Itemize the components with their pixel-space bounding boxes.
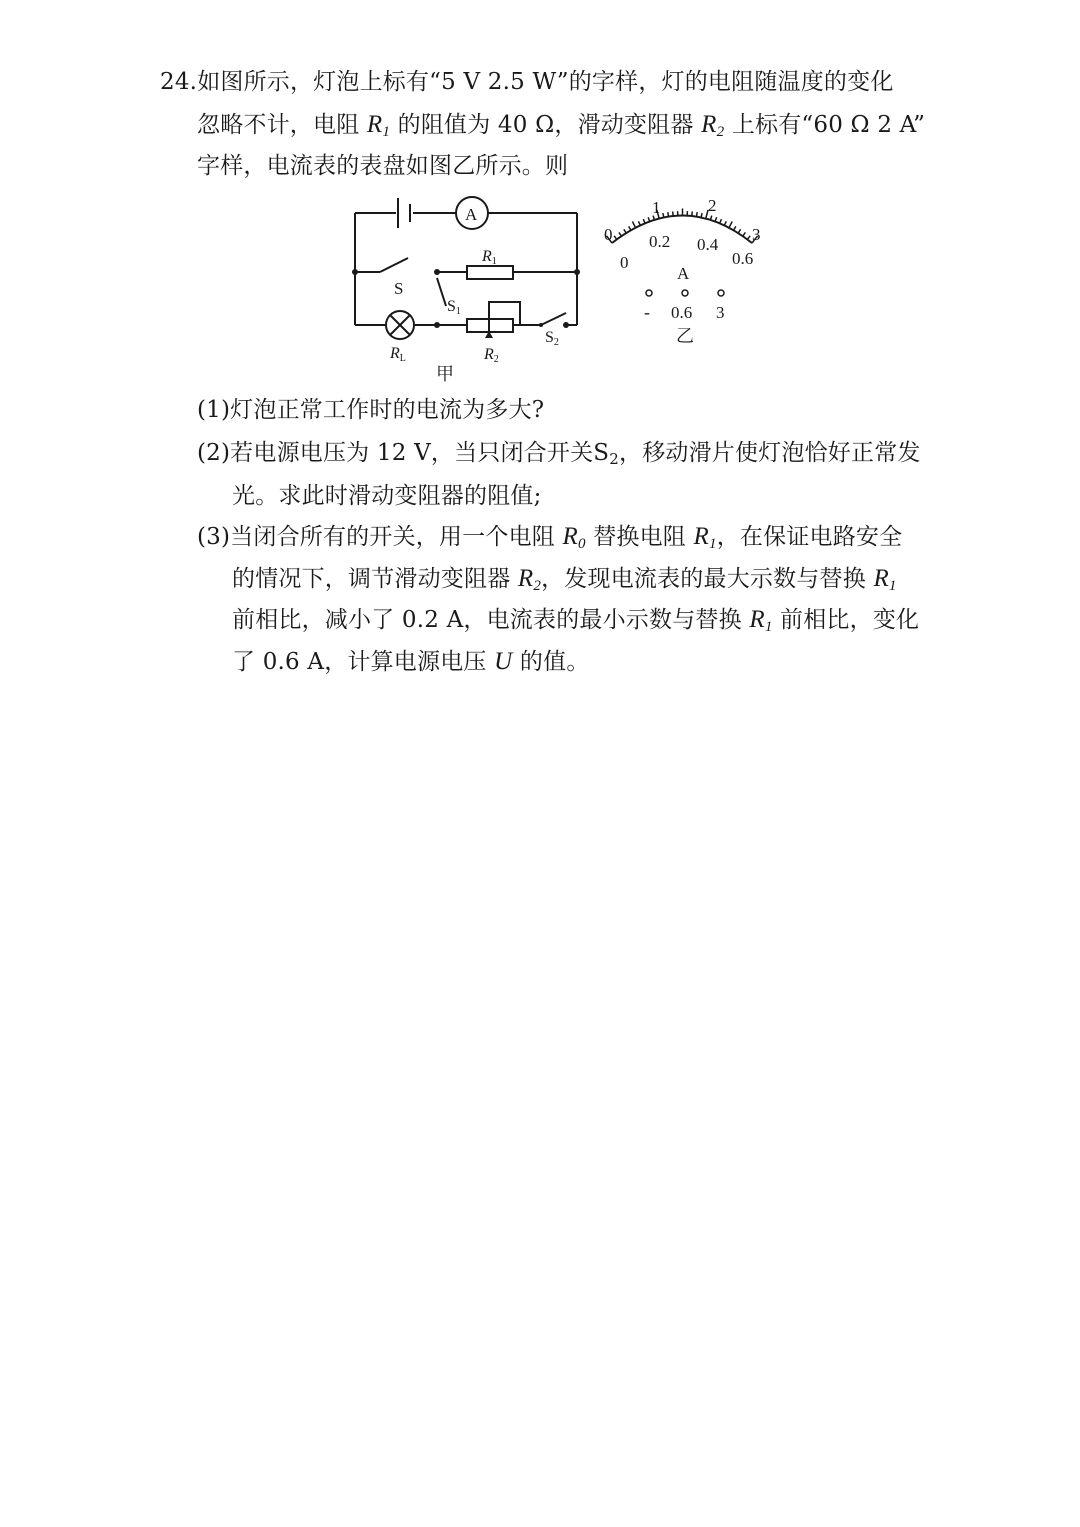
switch-S1 — [437, 278, 446, 306]
terminal-label-0-6: 0.6 — [671, 303, 693, 322]
upper-scale-0: 0 — [604, 225, 613, 244]
terminal-0-6 — [682, 290, 688, 296]
q2-text: ，移动滑片使灯泡恰好正常发 — [619, 440, 921, 466]
lower-scale-0: 0 — [620, 253, 629, 272]
symbol-R0: $R_0$ — [562, 523, 586, 552]
upper-scale-1: 1 — [652, 198, 661, 217]
q2-text: (2)若电源电压为 12 V，当只闭合开关 — [197, 440, 594, 466]
dial-tick — [743, 232, 746, 236]
dial-tick — [747, 236, 750, 240]
symbol-R1: $R_1$ — [693, 523, 717, 552]
dial-tick — [619, 232, 622, 236]
q2-text: 光。求此时滑动变阻器的阻值; — [232, 483, 542, 509]
terminal-negative — [646, 290, 652, 296]
dial-tick — [614, 236, 617, 240]
question-3-line-2 — [232, 564, 897, 601]
dial-tick — [668, 212, 669, 216]
upper-scale-3: 3 — [752, 225, 761, 244]
switch-S2 — [541, 313, 566, 325]
dial-tick — [724, 221, 726, 225]
dial-tick — [638, 221, 640, 225]
dial-tick — [738, 229, 740, 233]
dial-tick — [663, 213, 664, 217]
q3-text: 前相比，减小了 0.2 A，电流表的最小示数与替换 — [232, 607, 742, 633]
lower-scale-2: 0.4 — [697, 235, 719, 254]
intro-text: 字样，电流表的表盘如图乙所示。则 — [197, 153, 569, 179]
question-3-line-3 — [232, 605, 919, 642]
rheostat-slider — [489, 302, 520, 332]
q1-text: (1)灯泡正常工作时的电流为多大? — [197, 397, 545, 423]
dial-tick — [696, 212, 697, 216]
question-2-line-2 — [232, 481, 542, 511]
question-3-line-4 — [232, 647, 590, 677]
dial-tick — [632, 222, 635, 228]
dial-tick — [624, 229, 626, 233]
RL-label: RL — [390, 345, 406, 364]
question-2-line-1 — [197, 438, 921, 474]
upper-scale-2: 2 — [708, 196, 717, 215]
q3-text: 前相比，变化 — [780, 607, 920, 633]
symbol-S2: $S_2$ — [593, 440, 619, 468]
dial-tick — [729, 222, 732, 228]
dial-tick — [701, 213, 702, 217]
problem-line-1 — [160, 67, 894, 97]
dial-tick — [720, 219, 722, 223]
resistor-R1 — [467, 266, 513, 279]
symbol-R1: $R_1$ — [366, 111, 391, 140]
problem-number: 24. — [160, 69, 198, 95]
S2-label: S2 — [545, 329, 559, 348]
ammeter-label: A — [465, 205, 478, 224]
lower-scale-3: 0.6 — [732, 249, 754, 268]
problem-line-3 — [197, 151, 568, 181]
terminal-label-negative: - — [644, 302, 650, 322]
question-1 — [197, 395, 544, 425]
symbol-R2: $R_2$ — [517, 565, 542, 594]
q3-text: ，在保证电路安全 — [716, 524, 903, 550]
problem-intro-1: 如图所示，灯泡上标有“5 V 2.5 W”的字样，灯的电阻随温度的变化 — [197, 69, 894, 95]
S-label: S — [394, 279, 404, 298]
problem-line-2 — [197, 110, 925, 147]
intro-text: 忽略不计，电阻 — [197, 112, 360, 138]
symbol-U: U — [494, 648, 513, 675]
dial-unit: A — [677, 264, 690, 283]
figure-jia-caption: 甲 — [436, 364, 454, 384]
circuit-figures — [0, 190, 1080, 390]
q3-text: 的情况下，调节滑动变阻器 — [232, 566, 511, 592]
dial-tick — [629, 226, 631, 230]
figure-yi-caption: 乙 — [676, 326, 694, 346]
question-3-line-1 — [197, 522, 902, 559]
q3-text: 了 0.6 A，计算电源电压 — [232, 649, 487, 675]
terminal-3 — [718, 290, 724, 296]
dial-tick — [643, 219, 645, 223]
symbol-R2: $R_2$ — [701, 111, 725, 140]
lower-scale-1: 0.2 — [649, 232, 671, 251]
q3-text: 的值。 — [519, 649, 590, 675]
q3-text: ，发现电流表的最大示数与替换 — [541, 566, 866, 592]
dial-arc — [612, 216, 752, 244]
dial-tick — [715, 217, 717, 221]
symbol-R1: $R_1$ — [873, 565, 897, 594]
dial-tick — [648, 217, 650, 221]
symbol-R1: $R_1$ — [749, 606, 773, 635]
terminal-label-3: 3 — [716, 303, 725, 322]
S1-label: S1 — [447, 298, 461, 317]
intro-text: 的阻值为 40 Ω，滑动变阻器 — [397, 112, 694, 138]
dial-tick — [734, 226, 736, 230]
R1-label: R1 — [482, 248, 497, 267]
switch-S — [380, 258, 408, 272]
q3-text: (3)当闭合所有的开关，用一个电阻 — [197, 524, 555, 550]
q3-text: 替换电阻 — [593, 524, 687, 550]
intro-text: 上标有“60 Ω 2 A” — [731, 112, 926, 138]
R2-label: R2 — [484, 346, 499, 365]
